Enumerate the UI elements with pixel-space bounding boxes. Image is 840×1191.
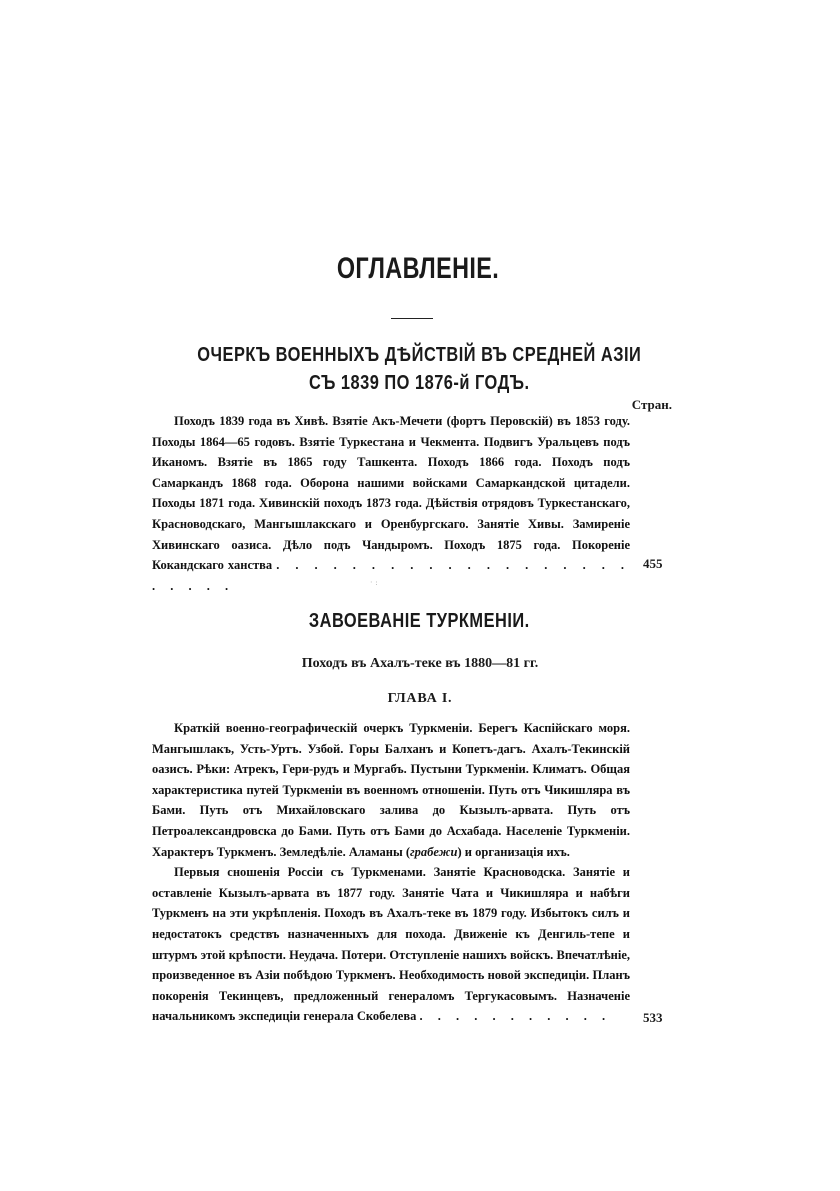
section1-page-number: 455	[643, 556, 663, 571]
leader-dots-2: . . . . . . . . . . .	[419, 1009, 612, 1024]
section1-heading-line1: ОЧЕРКЪ ВОЕННЫХЪ ДѢЙСТВІЙ ВЪ СРЕДНЕЙ АЗІИ	[197, 344, 642, 366]
page-title: ОГЛАВЛЕНІЕ.	[336, 252, 500, 285]
chapter1-italic-term: грабежи	[410, 844, 458, 859]
scan-speck: · :	[370, 578, 378, 587]
section1-entry-text: Походъ 1839 года въ Хивѣ. Взятіе Акъ-Мечети (фортъ Перовскій) въ 1853 году. Походы 1864—65 годовъ. Взятіе Туркестана и Чекмента. Подвигъ Уральцевъ подъ Иканомъ. Взятіе въ 1865 году Ташкента. Походъ 1866 года. Походъ подъ Самаркандъ 1868 года. Оборона нашими войсками Самаркандской цитадели. Походы 1871 года. Хивинскій походъ 1873 года. Дѣйствія отрядовъ Туркестанскаго, Красноводскаго, Мангышлакскаго и Оренбургскаго. Занятіе Хивы. Замиреніе Хивинскаго оазиса. Дѣло подъ Чандыромъ. Походъ 1875 года. Покореніе Кокандскаго ханства	[152, 414, 630, 573]
section1-entry	[152, 411, 630, 596]
chapter1-paragraph2-text: Первыя сношенія Россіи съ Туркменами. Занятіе Красноводска. Занятіе и оставленіе Кызылъ-арвата въ 1877 году. Занятіе Чата и Чикишляра и набѣги Туркменъ на эти укрѣпленія. Походъ въ Ахалъ-теке въ 1879 году. Избытокъ силъ и недостатокъ средствъ назначенныхъ для похода. Движеніе къ Денгиль-тепе и штурмъ этой крѣпости. Неудача. Потери. Отступленіе нашихъ войскъ. Впечатлѣніе, произведенное въ Азіи побѣдою Туркменъ. Необходимость новой экспедиціи. Планъ покоренія Текинцевъ, предложенный генераломъ Тергукасовымъ. Назначеніе начальникомъ экспедиціи генерала Скобелева	[152, 865, 630, 1024]
chapter1-paragraph1-end: ) и организація ихъ.	[457, 844, 570, 859]
chapter1-entry	[152, 718, 630, 1027]
leader-dots: . . . . . . . . . . . . . . . . . . . . . . . .	[152, 558, 630, 593]
title-divider	[391, 318, 433, 319]
chapter-heading: ГЛАВА I.	[387, 691, 453, 706]
chapter1-page-number: 533	[643, 1010, 663, 1025]
chapter1-paragraph1-text: Краткій военно-географическій очеркъ Туркменіи. Берегъ Каспійскаго моря. Мангышлакъ, Усть-Уртъ. Узбой. Горы Балханъ и Копетъ-дагъ. Ахалъ-Текинскій оазисъ. Рѣки: Атрекъ, Гери-рудъ и Мургабъ. Пустыни Туркменіи. Климатъ. Общая характеристика путей Туркменіи въ военномъ отношеніи. Путь отъ Чикишляра въ Бами. Путь отъ Михайловскаго залива до Кызылъ-арвата. Путь отъ Петроалександровска до Бами. Путь отъ Бами до Асхабада. Населеніе Туркменіи. Характеръ Туркменъ. Земледѣліе. Аламаны (	[152, 721, 630, 859]
chapter1-paragraph2	[152, 862, 630, 1027]
section1-heading-line2: СЪ 1839 ПО 1876-й ГОДЪ.	[308, 372, 530, 394]
section2-subheading: Походъ въ Ахалъ-теке въ 1880—81 гг.	[301, 656, 539, 671]
page-column-label: Стран.	[631, 397, 672, 412]
section2-heading: ЗАВОЕВАНІЕ ТУРКМЕНІИ.	[308, 610, 530, 632]
chapter1-paragraph1	[152, 718, 630, 862]
